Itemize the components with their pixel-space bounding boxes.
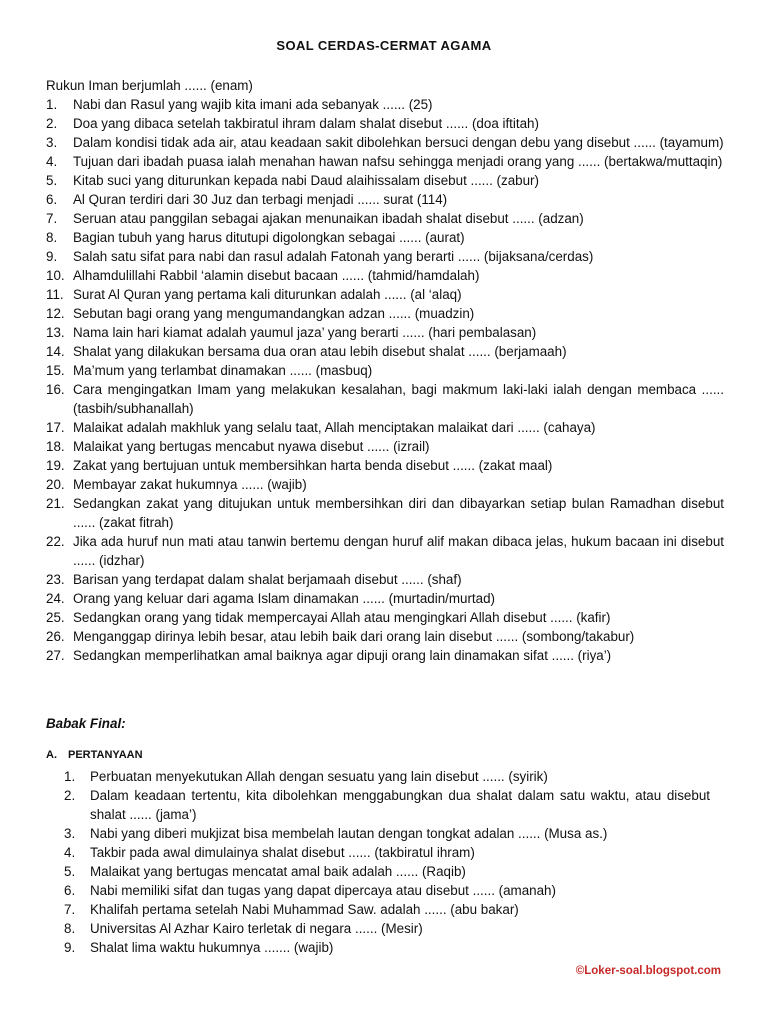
- item-number: 5.: [64, 864, 76, 879]
- item-text: Orang yang keluar dari agama Islam dinamakan ...... (murtadin/murtad): [73, 591, 495, 606]
- item-text: Universitas Al Azhar Kairo terletak di negara ...... (Mesir): [90, 921, 423, 936]
- item-text: Kitab suci yang diturunkan kepada nabi Daud alaihissalam disebut ...... (zabur): [73, 173, 539, 188]
- list-item: [46, 323, 724, 342]
- list-item: [64, 843, 710, 862]
- list-item: [64, 900, 710, 919]
- item-number: 7.: [64, 902, 76, 917]
- list-item: [46, 190, 724, 209]
- list-item: [46, 380, 724, 418]
- item-number: 6.: [46, 192, 58, 207]
- list-item: [64, 786, 710, 824]
- list-item: [46, 475, 724, 494]
- list-item: [46, 228, 724, 247]
- item-text: Surat Al Quran yang pertama kali diturunkan adalah ...... (al ‘alaq): [73, 287, 462, 302]
- item-number: 5.: [46, 173, 58, 188]
- list-item: [46, 608, 724, 627]
- item-number: 17.: [46, 420, 65, 435]
- item-number: 3.: [46, 135, 58, 150]
- questions-list: [46, 95, 724, 665]
- item-text: Shalat lima waktu hukumnya ....... (wajib): [90, 940, 334, 955]
- item-number: 12.: [46, 306, 65, 321]
- list-item: [46, 437, 724, 456]
- section-a-label: PERTANYAAN: [68, 749, 143, 761]
- item-text: Seruan atau panggilan sebagai ajakan menunaikan ibadah shalat disebut ...... (adzan): [73, 211, 584, 226]
- item-number: 2.: [64, 788, 76, 803]
- list-item: [46, 266, 724, 285]
- item-number: 4.: [64, 845, 76, 860]
- item-text: Shalat yang dilakukan bersama dua oran atau lebih disebut shalat ...... (berjamaah): [73, 344, 567, 359]
- item-text: Sebutan bagi orang yang mengumandangkan adzan ...... (muadzin): [73, 306, 475, 321]
- item-text: Nabi yang diberi mukjizat bisa membelah lautan dengan tongkat adalan ...... (Musa as.): [90, 826, 608, 841]
- item-number: 27.: [46, 648, 65, 663]
- list-item: [46, 418, 724, 437]
- item-text: Takbir pada awal dimulainya shalat disebut ...... (takbiratul ihram): [90, 845, 475, 860]
- item-text: Nabi dan Rasul yang wajib kita imani ada sebanyak ...... (25): [73, 97, 433, 112]
- list-item: [46, 494, 724, 532]
- item-text: Nabi memiliki sifat dan tugas yang dapat dipercaya atau disebut ...... (amanah): [90, 883, 556, 898]
- item-number: 15.: [46, 363, 65, 378]
- item-text: Perbuatan menyekutukan Allah dengan sesuatu yang lain disebut ...... (syirik): [90, 769, 548, 784]
- item-text: Dalam kondisi tidak ada air, atau keadaan sakit dibolehkan bersuci dengan debu yang disebut ...... (tayamum): [73, 135, 724, 150]
- item-number: 8.: [46, 230, 58, 245]
- section-a-heading: [46, 749, 143, 761]
- list-item: [46, 570, 724, 589]
- list-item: [64, 767, 710, 786]
- list-item: [46, 456, 724, 475]
- item-text: Jika ada huruf nun mati atau tanwin bertemu dengan huruf alif makan dibaca jelas, hukum bacaan ini disebut ...... (idzhar): [73, 534, 724, 568]
- item-number: 4.: [46, 154, 58, 169]
- item-number: 7.: [46, 211, 58, 226]
- item-number: 10.: [46, 268, 65, 283]
- item-text: Alhamdulillahi Rabbil ‘alamin disebut bacaan ...... (tahmid/hamdalah): [73, 268, 480, 283]
- list-item: [46, 114, 724, 133]
- item-number: 9.: [46, 249, 58, 264]
- item-text: Sedangkan orang yang tidak mempercayai Allah atau mengingkari Allah disebut ...... (kafir): [73, 610, 611, 625]
- list-item: [46, 209, 724, 228]
- item-number: 1.: [46, 97, 58, 112]
- section-a-letter: A.: [46, 749, 57, 761]
- item-text: Membayar zakat hukumnya ...... (wajib): [73, 477, 307, 492]
- item-text: Malaikat yang bertugas mencabut nyawa disebut ...... (izrail): [73, 439, 430, 454]
- list-item: [46, 152, 724, 171]
- list-item: [46, 247, 724, 266]
- list-item: [46, 304, 724, 323]
- item-number: 19.: [46, 458, 65, 473]
- item-text: Cara mengingatkan Imam yang melakukan kesalahan, bagi makmum laki-laki ialah dengan membaca ...... (tasbih/subhanallah): [73, 382, 724, 416]
- list-item: [46, 95, 724, 114]
- item-text: Ma’mum yang terlambat dinamakan ...... (masbuq): [73, 363, 373, 378]
- item-number: 14.: [46, 344, 65, 359]
- item-text: Khalifah pertama setelah Nabi Muhammad Saw. adalah ...... (abu bakar): [90, 902, 519, 917]
- item-text: Sedangkan zakat yang ditujukan untuk membersihkan diri dan dibayarkan setiap bulan Ramadhan disebut ...... (zakat fitrah): [73, 496, 724, 530]
- list-item: [46, 589, 724, 608]
- document-title: SOAL CERDAS-CERMAT AGAMA: [276, 38, 492, 53]
- list-item: [64, 881, 710, 900]
- item-text: Bagian tubuh yang harus ditutupi digolongkan sebagai ...... (aurat): [73, 230, 465, 245]
- item-text: Salah satu sifat para nabi dan rasul adalah Fatonah yang berarti ...... (bijaksana/cerdas): [73, 249, 594, 264]
- list-item: [46, 361, 724, 380]
- item-text: Sedangkan memperlihatkan amal baiknya agar dipuji orang lain dinamakan sifat ...... (riya’): [73, 648, 612, 663]
- item-number: 24.: [46, 591, 65, 606]
- item-text: Dalam keadaan tertentu, kita dibolehkan menggabungkan dua shalat dalam satu waktu, atau disebut shalat ...... (jama’): [90, 788, 710, 822]
- list-item: [46, 627, 724, 646]
- footer-credit: ©Loker-soal.blogspot.com: [575, 965, 721, 977]
- final-round-heading: Babak Final:: [46, 716, 126, 731]
- item-text: Malaikat adalah makhluk yang selalu taat, Allah menciptakan malaikat dari ...... (cahaya): [73, 420, 596, 435]
- list-item: [64, 862, 710, 881]
- item-number: 2.: [46, 116, 58, 131]
- list-item: [64, 919, 710, 938]
- list-item: [46, 532, 724, 570]
- item-number: 1.: [64, 769, 76, 784]
- item-number: 6.: [64, 883, 76, 898]
- item-text: Doa yang dibaca setelah takbiratul ihram dalam shalat disebut ...... (doa iftitah): [73, 116, 539, 131]
- list-item: [46, 171, 724, 190]
- list-item: [64, 824, 710, 843]
- item-number: 23.: [46, 572, 65, 587]
- item-text: Barisan yang terdapat dalam shalat berjamaah disebut ...... (shaf): [73, 572, 462, 587]
- intro-line: Rukun Iman berjumlah ...... (enam): [46, 78, 253, 93]
- list-item: [46, 285, 724, 304]
- list-item: [64, 938, 710, 957]
- item-number: 26.: [46, 629, 65, 644]
- item-number: 3.: [64, 826, 76, 841]
- item-number: 22.: [46, 534, 65, 549]
- item-number: 11.: [46, 287, 64, 302]
- item-number: 9.: [64, 940, 76, 955]
- item-text: Menganggap dirinya lebih besar, atau lebih baik dari orang lain disebut ...... (sombong/takabur): [73, 629, 635, 644]
- item-text: Zakat yang bertujuan untuk membersihkan harta benda disebut ...... (zakat maal): [73, 458, 553, 473]
- item-number: 25.: [46, 610, 65, 625]
- item-text: Nama lain hari kiamat adalah yaumul jaza’ yang berarti ...... (hari pembalasan): [73, 325, 537, 340]
- final-questions-list: [64, 767, 710, 957]
- item-number: 16.: [46, 382, 65, 397]
- item-number: 18.: [46, 439, 65, 454]
- list-item: [46, 133, 724, 152]
- item-number: 13.: [46, 325, 65, 340]
- item-number: 20.: [46, 477, 65, 492]
- item-text: Tujuan dari ibadah puasa ialah menahan hawan nafsu sehingga menjadi orang yang ...... (bertakwa/muttaqin): [73, 154, 723, 169]
- list-item: [46, 342, 724, 361]
- item-number: 21.: [46, 496, 65, 511]
- item-number: 8.: [64, 921, 76, 936]
- list-item: [46, 646, 724, 665]
- item-text: Al Quran terdiri dari 30 Juz dan terbagi menjadi ...... surat (114): [73, 192, 448, 207]
- item-text: Malaikat yang bertugas mencatat amal baik adalah ...... (Raqib): [90, 864, 466, 879]
